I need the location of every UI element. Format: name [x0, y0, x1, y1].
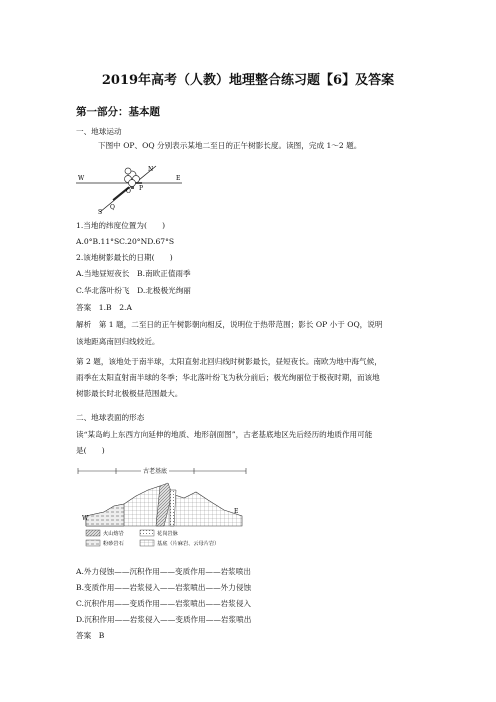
- question-2: 2.该地树影最长的日期( ): [76, 253, 173, 262]
- legend-volcanic: 火山熔岩: [103, 531, 124, 537]
- label-s: S: [98, 209, 103, 215]
- explanation-1-line-1: 解析 第 1 题，二至日的正午树影朝向相反，说明位于热带范围；影长 OP 小于 OQ，说明: [76, 320, 383, 329]
- intro1-text: 下图中 OP、OQ 分别表示某地二至日的正午树影长度。读图，完成 1～2 题。: [98, 141, 362, 150]
- question-2-options-1: A.当地昼短夜长 B.南欧正值雨季: [76, 269, 191, 278]
- question-3-option-a: A.外力侵蚀——沉积作用——变质作用——岩浆喷出: [76, 567, 251, 576]
- geologic-cross-section: [76, 466, 248, 556]
- legend-granite: 花岗岩脉: [157, 531, 178, 537]
- legend-basement: 基底（片麻岩、云母片岩）: [157, 541, 220, 547]
- label-q: Q: [110, 204, 115, 211]
- label-w: W: [78, 175, 85, 182]
- label-n: N: [148, 166, 154, 173]
- section1-heading: 一、地球运动: [76, 127, 122, 136]
- tree-shadow-figure: [76, 160, 186, 215]
- part1-heading: 第一部分：基本题: [76, 106, 160, 118]
- section2-heading: 二、地球表面的形态: [76, 413, 145, 422]
- question-1: 1.当地的纬度位置为( ): [76, 221, 166, 230]
- label-e2: E: [234, 508, 239, 515]
- explanation-2-line-1: 第 2 题，该地处于南半球，太阳直射北回归线时树影最长，昼短夜长。南欧为地中海气候，: [76, 357, 382, 366]
- question-3-option-b: B.变质作用——岩浆侵入——岩浆喷出——外力侵蚀: [76, 583, 252, 592]
- answer-1: 答案 1.B 2.A: [76, 303, 132, 312]
- label-o: O: [126, 188, 131, 195]
- question-3-option-c: C.沉积作用——变质作用——岩浆喷出——岩浆侵入: [76, 599, 252, 608]
- explanation-2-line-3: 树影最长时北极极昼范围最大。: [76, 389, 183, 398]
- intro2-line-1: 读“某岛屿上东西方向延伸的地质、地形剖面图”，古老基底地区先后经历的地质作用可能: [76, 430, 373, 439]
- label-e: E: [176, 175, 181, 182]
- ancient-basement-label: 古老基底: [142, 468, 168, 475]
- explanation-2-line-2: 雨季在太阳直射南半球的冬季；华北落叶纷飞为秋分前后；极光绚丽位于极夜时期，而该地: [76, 373, 380, 382]
- legend-sandstone: 粉砂岩石: [103, 541, 124, 547]
- label-p: P: [139, 185, 144, 192]
- question-1-options: A.0°B.11°SC.20°ND.67°S: [76, 237, 175, 246]
- answer-2: 答案 B: [76, 631, 105, 640]
- question-3-option-d: D.沉积作用——岩浆侵入——变质作用——岩浆喷出: [76, 615, 252, 624]
- question-2-options-2: C.华北落叶纷飞 D.北极极光绚丽: [76, 286, 191, 295]
- document-title: 2019年高考（人教）地理整合练习题【6】及答案: [101, 73, 395, 88]
- explanation-1-line-2: 该地距离南回归线较近。: [76, 337, 160, 346]
- label-w2: W: [82, 515, 89, 522]
- sandstone-layer: [86, 504, 124, 526]
- intro2-line-2: 是( ): [76, 446, 105, 455]
